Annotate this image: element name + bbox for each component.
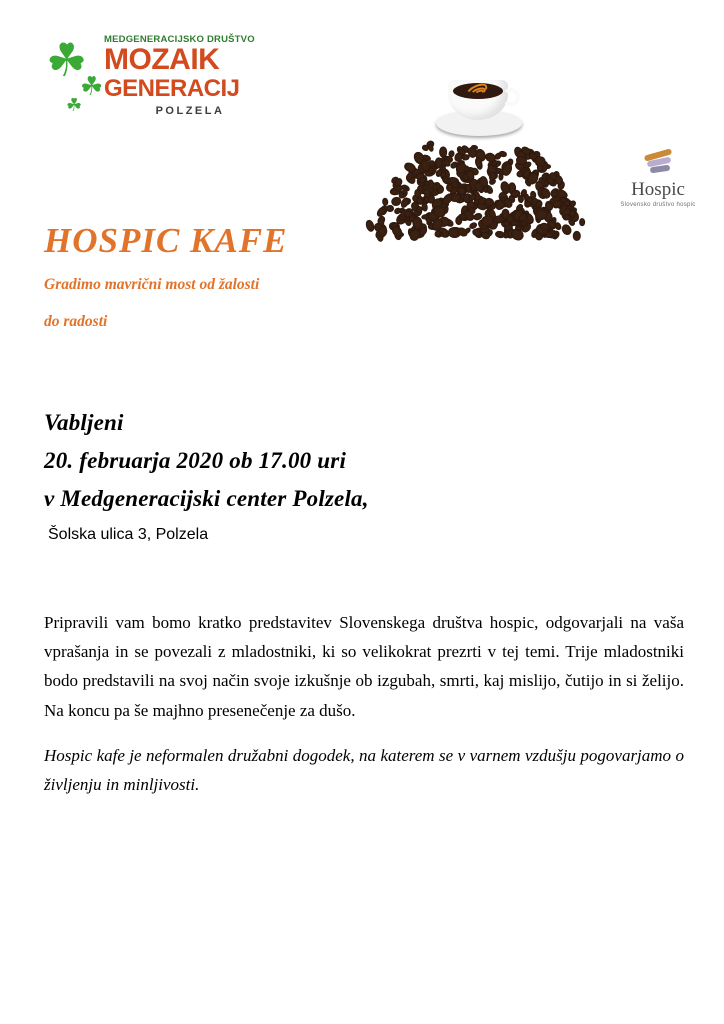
mozaik-generacij-logo bbox=[46, 34, 276, 144]
hospic-logo-name: Hospic bbox=[631, 179, 685, 200]
page-subtitle-line1: Gradimo mavrični most od žalosti bbox=[44, 275, 260, 293]
hospic-logo-subtitle: Slovensko društvo hospic bbox=[620, 202, 696, 208]
mozaik-logo-line4: POLZELA bbox=[155, 104, 225, 117]
mozaik-logo-line1: MEDGENERACIJSKO DRUŠTVO bbox=[104, 34, 255, 45]
mozaik-logo-line3: GENERACIJ bbox=[104, 74, 240, 102]
page-title: HOSPIC KAFE bbox=[44, 221, 288, 260]
mozaik-logo-text bbox=[104, 34, 276, 117]
invitation-line-1: Vabljeni bbox=[44, 410, 124, 435]
page-subtitle-line2: do radosti bbox=[44, 312, 108, 330]
invitation-line-2: 20. februarja 2020 ob 17.00 uri bbox=[44, 447, 347, 473]
body-paragraph-2: Hospic kafe je neformalen družabni dogodek, na katerem se v varnem vzdušju pogovarjamo o življenju in minljivosti. bbox=[44, 745, 684, 795]
invitation-line-3: v Medgeneracijski center Polzela, bbox=[44, 485, 369, 511]
clover-icon: ☘ ☘ ☘ bbox=[46, 35, 104, 115]
hospic-logo bbox=[608, 150, 708, 208]
title-block bbox=[44, 222, 464, 335]
body-text bbox=[44, 608, 684, 815]
invitation-block bbox=[44, 404, 604, 544]
invitation-address: Šolska ulica 3, Polzela bbox=[48, 525, 209, 543]
mozaik-logo-line2: MOZAIK bbox=[104, 43, 220, 76]
hospic-hands-icon bbox=[641, 150, 675, 176]
coffee-cup-icon bbox=[436, 70, 522, 142]
body-paragraph-1: Pripravili vam bomo kratko predstavitev Slovenskega društva hospic, odgovarjali na vaša vprašanja in se povezali z mladostniki, ki so velikokrat prezrti v tej temi. Trije mladostniki bodo predstavili na svoj način svoje izkušnje ob izgubah, smrti, kaj mislijo, čutijo in si želijo. Na koncu pa še majhno presenečenje za dušo. bbox=[44, 613, 684, 720]
coffee-beans-heart-photo bbox=[352, 8, 602, 236]
